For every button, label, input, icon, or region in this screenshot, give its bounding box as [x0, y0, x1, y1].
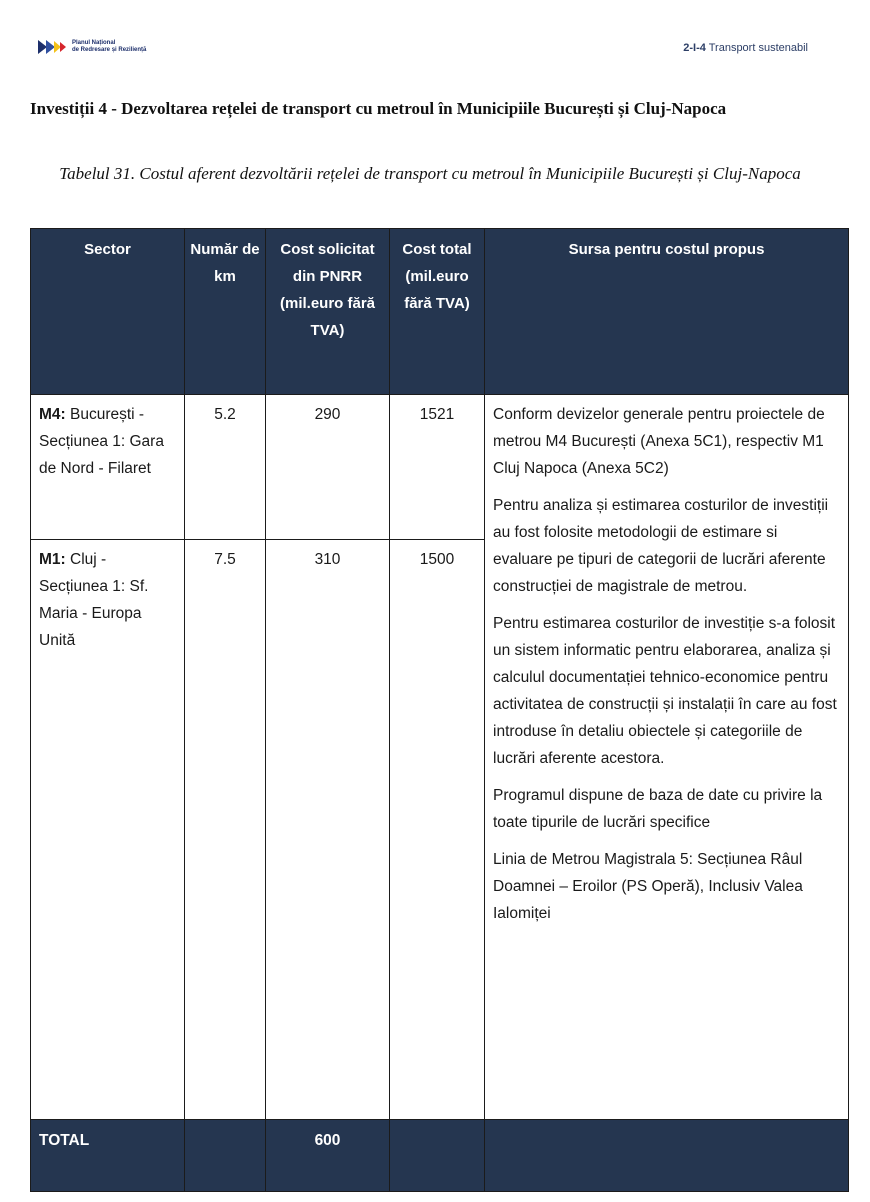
source-cell — [485, 395, 849, 1120]
header-cost-total: Cost total (mil.euro fără TVA) — [390, 229, 485, 395]
page-header — [38, 40, 808, 60]
logo-line-2: de Redresare și Reziliență — [72, 47, 147, 53]
total-label: TOTAL — [31, 1120, 185, 1192]
cost-pnrr-cell: 310 — [266, 540, 390, 1120]
source-paragraph: Linia de Metrou Magistrala 5: Secțiunea Râul Doamnei – Eroilor (PS Operă), Inclusiv Valea Ialomiței — [493, 851, 803, 922]
pnrr-logo — [38, 40, 146, 54]
table-row — [31, 395, 849, 540]
sector-code: M4: — [39, 406, 66, 423]
sector-cell — [31, 395, 185, 540]
source-paragraph: Pentru analiza și estimarea costurilor de investiții au fost folosite metodologii de estimare si evaluare pe tipuri de categorii de lucrări aferente construcției de magistrale de metrou. — [493, 497, 829, 595]
section-label — [683, 42, 808, 54]
logo-text — [72, 40, 146, 54]
table-caption: Tabelul 31. Costul aferent dezvoltării rețelei de transport cu metroul în Municipiile București și Cluj-Napoca — [59, 164, 801, 183]
source-paragraph: Programul dispune de baza de date cu privire la toate tipurile de lucrări specifice — [493, 787, 823, 831]
km-cell: 7.5 — [185, 540, 266, 1120]
cost-total-cell: 1521 — [390, 395, 485, 540]
km-cell: 5.2 — [185, 395, 266, 540]
header-sector: Sector — [31, 229, 185, 395]
total-cost-total-cell — [390, 1120, 485, 1192]
total-cost-pnrr: 600 — [266, 1120, 390, 1192]
sector-code: M1: — [39, 551, 66, 568]
section-name: Transport sustenabil — [708, 42, 808, 54]
header-km: Număr de km — [185, 229, 266, 395]
cost-table — [30, 228, 849, 1192]
table-header-row — [31, 229, 849, 395]
sector-cell — [31, 540, 185, 1120]
cost-total-cell: 1500 — [390, 540, 485, 1120]
sector-name: Cluj - Secțiunea 1: Sf. Maria - Europa Unită — [39, 551, 149, 649]
source-paragraph: Pentru estimarea costurilor de investiție s-a folosit un sistem informatic pentru elaborarea, analiza și calculul documentației tehnico-economice pentru activitatea de construcții și instalații în care au fost introduse în detaliu obiectele și categoriile de lucrări aferente acestora. — [493, 615, 837, 767]
header-source: Sursa pentru costul propus — [485, 229, 849, 395]
total-row — [31, 1120, 849, 1192]
total-source-cell — [485, 1120, 849, 1192]
sector-name: București - Secțiunea 1: Gara de Nord - Filaret — [39, 406, 164, 477]
pnrr-logo-icon — [38, 40, 68, 54]
section-title: Investiții 4 - Dezvoltarea rețelei de transport cu metroul în Municipiile București și Cluj-Napoca — [30, 99, 727, 118]
logo-line-1: Planul Național — [72, 40, 116, 46]
section-code: 2-I-4 — [683, 42, 706, 54]
total-km-cell — [185, 1120, 266, 1192]
header-cost-pnrr: Cost solicitat din PNRR (mil.euro fără TVA) — [266, 229, 390, 395]
cost-pnrr-cell: 290 — [266, 395, 390, 540]
source-paragraph: Conform devizelor generale pentru proiectele de metrou M4 București (Anexa 5C1), respectiv M1 Cluj Napoca (Anexa 5C2) — [493, 406, 825, 477]
